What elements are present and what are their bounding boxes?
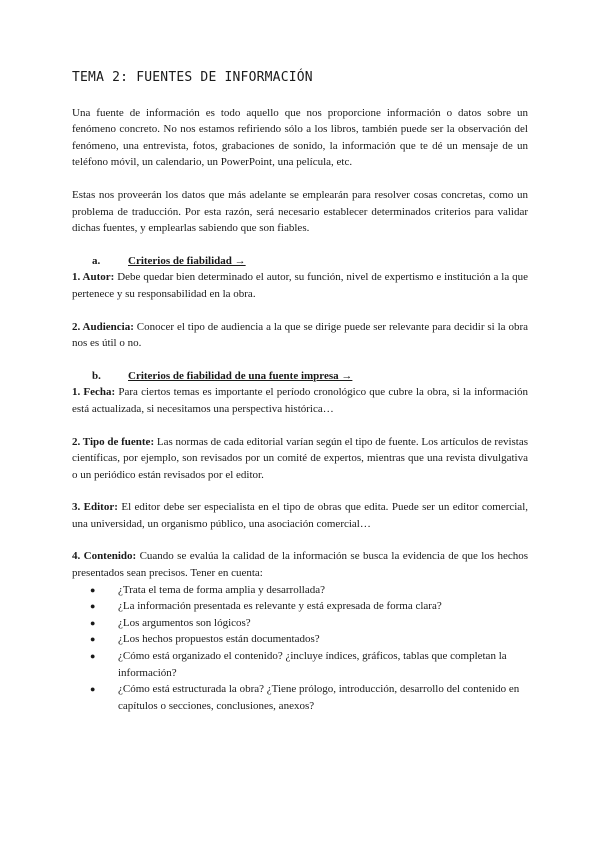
criterion-editor (72, 499, 528, 532)
criterion-tipo-fuente-label: 2. Tipo de fuente: (72, 435, 155, 448)
criterion-autor (72, 269, 528, 302)
list-item-text: ¿Trata el tema de forma amplia y desarrollada? (118, 583, 325, 596)
bullet-icon: ● (90, 651, 96, 662)
list-item-text: ¿Los hechos propuestos están documentados? (118, 633, 320, 646)
criterion-editor-text: El editor debe ser especialista en el tipo de obras que edita. Puede ser un editor comercial, una universidad, un organismo público, una asociación comercial… (72, 501, 528, 530)
page-title: TEMA 2: FUENTES DE INFORMACIÓN (72, 70, 313, 85)
intro-paragraph-2: Estas nos proveerán los datos que más adelante se emplearán para resolver cosas concretas, como un problema de traducción. Por esta razón, será necesario establecer determinados criterios para validar dichas fuentes, y emplearlas sabiendo que son fiables. (72, 188, 528, 235)
list-item (90, 681, 528, 714)
section-a-title: Criterios de fiabilidad → (128, 254, 246, 267)
list-item (90, 615, 528, 632)
list-item (90, 648, 528, 681)
document-content (72, 70, 528, 714)
criterion-editor-label: 3. Editor: (72, 501, 118, 514)
criterion-contenido (72, 548, 528, 581)
section-a-letter: a. (92, 254, 101, 267)
criterion-autor-label: 1. Autor: (72, 271, 115, 284)
criterion-fecha (72, 384, 528, 417)
section-b-letter: b. (92, 369, 101, 382)
section-a-heading (92, 253, 528, 270)
list-item (90, 582, 528, 599)
bullet-icon: ● (90, 584, 96, 595)
criterion-tipo-fuente (72, 434, 528, 484)
intro-paragraph-1: Una fuente de información es todo aquello que nos proporcione información o datos sobre un fenómeno concreto. No nos estamos refiriendo sólo a los libros, también puede ser la observación del fenómeno, una entrevista, fotos, grabaciones de sonido, la información que te dé un mensaje de un teléfono móvil, un calendario, un PowerPoint, una película, etc. (72, 106, 528, 169)
bullet-icon: ● (90, 601, 96, 612)
bullet-icon: ● (90, 684, 96, 695)
criterion-audiencia-label: 2. Audiencia: (72, 320, 134, 333)
list-item-text: ¿Cómo está organizado el contenido? ¿incluye índices, gráficos, tablas que completan la información? (118, 650, 507, 679)
criterion-fecha-text: Para ciertos temas es importante el período cronológico que cubre la obra, si la información está actualizada, si necesitamos una perspectiva histórica… (72, 386, 528, 415)
section-b-heading (92, 368, 528, 385)
list-item-text: ¿La información presentada es relevante y está expresada de forma clara? (118, 600, 442, 613)
content-checklist (72, 582, 528, 715)
criterion-fecha-label: 1. Fecha: (72, 386, 116, 399)
criterion-contenido-text: Cuando se evalúa la calidad de la información se busca la evidencia de que los hechos presentados sean precisos. Tener en cuenta: (72, 550, 528, 580)
criterion-tipo-fuente-text: Las normas de cada editorial varían según el tipo de fuente. Los artículos de revistas científicas, por ejemplo, son revisados por un comité de expertos, mientras que una revista divulgativa o un periódico están revisados por el editor. (72, 435, 529, 481)
criterion-audiencia (72, 319, 528, 352)
list-item-text: ¿Los argumentos son lógicos? (118, 616, 251, 629)
bullet-icon: ● (90, 617, 96, 628)
criterion-contenido-label: 4. Contenido: (72, 550, 137, 563)
criterion-audiencia-text: Conocer el tipo de audiencia a la que se dirige puede ser relevante para decidir si la obra nos es útil o no. (72, 320, 528, 350)
bullet-icon: ● (90, 634, 96, 645)
criterion-autor-text: Debe quedar bien determinado el autor, su función, nivel de expertismo e institución a la que pertenece y su responsabilidad en la obra. (72, 271, 528, 300)
list-item (90, 598, 528, 615)
section-b-title: Criterios de fiabilidad de una fuente impresa → (128, 369, 353, 382)
list-item-text: ¿Cómo está estructurada la obra? ¿Tiene prólogo, introducción, desarrollo del contenido en capítulos o secciones, conclusiones, anexos? (118, 683, 520, 712)
list-item (90, 631, 528, 648)
